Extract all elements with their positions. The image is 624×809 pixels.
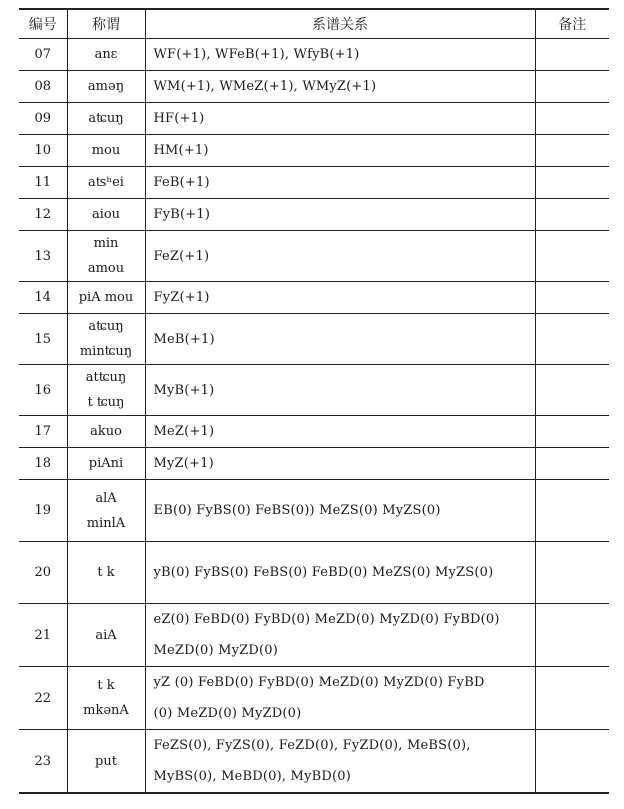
kin-term-cell (67, 448, 145, 480)
row-number: 21 (19, 604, 67, 667)
kin-term-cell (67, 416, 145, 448)
table-row (19, 167, 609, 199)
row-number: 09 (19, 103, 67, 135)
row-number: 18 (19, 448, 67, 480)
genealogical-relation-cell (145, 448, 535, 480)
row-number: 22 (19, 667, 67, 730)
header-relation: 系谱关系 (145, 9, 535, 39)
kin-term-cell (67, 604, 145, 667)
table-row (19, 667, 609, 730)
relation-text: (0) MeZD(0) MyZD(0) (153, 706, 302, 721)
kin-term-cell (67, 71, 145, 103)
relation-text: FeB(+1) (153, 175, 210, 190)
header-term: 称谓 (67, 9, 145, 39)
relation-text: MeB(+1) (153, 331, 215, 347)
kin-term-cell (67, 39, 145, 71)
note-cell (535, 730, 609, 794)
row-number: 08 (19, 71, 67, 103)
kin-term-cell (67, 199, 145, 231)
table-row (19, 604, 609, 667)
genealogical-relation-cell (145, 542, 535, 604)
table-row (19, 39, 609, 71)
kin-term-cell (67, 314, 145, 365)
genealogical-relation-cell (145, 604, 535, 667)
note-cell (535, 604, 609, 667)
genealogical-relation-cell (145, 365, 535, 416)
table-row (19, 416, 609, 448)
kin-term-cell (67, 480, 145, 542)
row-number: 20 (19, 542, 67, 604)
kin-term-cell (67, 542, 145, 604)
note-cell (535, 39, 609, 71)
table-row (19, 135, 609, 167)
genealogical-relation-cell (145, 416, 535, 448)
note-cell (535, 167, 609, 199)
note-cell (535, 71, 609, 103)
genealogical-relation-cell (145, 71, 535, 103)
row-number: 14 (19, 282, 67, 314)
kin-term: aʦʰei (88, 175, 124, 190)
kin-term: put (95, 753, 117, 769)
relation-text: MeZ(+1) (153, 424, 215, 439)
kin-term: minʨuŋ (79, 344, 133, 359)
row-number: 16 (19, 365, 67, 416)
kin-term: aʨuŋ (88, 111, 124, 126)
genealogical-relation-cell (145, 103, 535, 135)
table-row (19, 542, 609, 604)
kin-term: alA (95, 490, 117, 506)
genealogical-relation-cell (145, 480, 535, 542)
relation-text: HM(+1) (153, 143, 209, 158)
note-cell (535, 667, 609, 730)
table-row (19, 365, 609, 416)
relation-text: HF(+1) (153, 111, 205, 126)
genealogical-relation-cell (145, 314, 535, 365)
kin-term-cell (67, 667, 145, 730)
table-row (19, 282, 609, 314)
kin-term: aməŋ (87, 79, 125, 94)
row-number: 19 (19, 480, 67, 542)
relation-text: FyZ(+1) (153, 290, 210, 305)
note-cell (535, 480, 609, 542)
row-number: 12 (19, 199, 67, 231)
genealogical-relation-cell (145, 135, 535, 167)
kin-term: mou (91, 143, 121, 158)
kin-term: piA mou (78, 290, 134, 305)
header-row (19, 9, 609, 39)
table-row (19, 314, 609, 365)
kin-term-cell (67, 365, 145, 416)
kin-term: t k (97, 565, 115, 580)
genealogical-relation-cell (145, 199, 535, 231)
header-note: 备注 (535, 9, 609, 39)
kin-term-cell (67, 103, 145, 135)
row-number: 17 (19, 416, 67, 448)
genealogical-relation-cell (145, 167, 535, 199)
kin-term: anɛ (94, 47, 118, 62)
kin-term: atʨuŋ (85, 370, 127, 385)
row-number: 10 (19, 135, 67, 167)
kin-term: akuo (90, 424, 122, 439)
note-cell (535, 542, 609, 604)
table-row (19, 480, 609, 542)
table-row (19, 71, 609, 103)
relation-text: MyBS(0), MeBD(0), MyBD(0) (153, 769, 351, 784)
kinship-term-table (19, 8, 609, 794)
kin-term-cell (67, 282, 145, 314)
kin-term-cell (67, 231, 145, 282)
note-cell (535, 199, 609, 231)
kin-term: mkənA (83, 703, 129, 718)
relation-text: FeZ(+1) (153, 248, 210, 264)
table-row (19, 730, 609, 794)
header-number: 编号 (19, 9, 67, 39)
relation-text: FeZS(0), FyZS(0), FeZD(0), FyZD(0), MeBS(0), (153, 738, 471, 753)
relation-text: MyZ(+1) (153, 456, 214, 471)
kin-term: t k (97, 678, 115, 693)
relation-text: EB(0) FyBS(0) FeBS(0)) MeZS(0) MyZS(0) (153, 503, 441, 518)
kin-term: minlA (86, 515, 126, 531)
kin-term: t ʨuŋ (87, 395, 125, 410)
relation-text: MyB(+1) (153, 382, 215, 398)
row-number: 23 (19, 730, 67, 794)
row-number: 13 (19, 231, 67, 282)
note-cell (535, 448, 609, 480)
kin-term: aiA (95, 627, 117, 643)
row-number: 11 (19, 167, 67, 199)
genealogical-relation-cell (145, 730, 535, 794)
note-cell (535, 103, 609, 135)
genealogical-relation-cell (145, 667, 535, 730)
note-cell (535, 282, 609, 314)
row-number: 07 (19, 39, 67, 71)
note-cell (535, 416, 609, 448)
relation-text: WM(+1), WMeZ(+1), WMyZ(+1) (153, 79, 377, 94)
relation-text: WF(+1), WFeB(+1), WfyB(+1) (153, 47, 360, 62)
table-body (19, 39, 609, 794)
note-cell (535, 135, 609, 167)
kin-term: aiou (91, 207, 121, 222)
kin-term-cell (67, 167, 145, 199)
relation-text: yB(0) FyBS(0) FeBS(0) FeBD(0) MeZS(0) MyZS(0) (153, 565, 494, 580)
note-cell (535, 314, 609, 365)
row-number: 15 (19, 314, 67, 365)
relation-text: yZ (0) FeBD(0) FyBD(0) MeZD(0) MyZD(0) FyBD (153, 675, 485, 690)
kin-term-cell (67, 135, 145, 167)
table-row (19, 103, 609, 135)
genealogical-relation-cell (145, 39, 535, 71)
table-row (19, 199, 609, 231)
genealogical-relation-cell (145, 231, 535, 282)
note-cell (535, 365, 609, 416)
relation-text: eZ(0) FeBD(0) FyBD(0) MeZD(0) MyZD(0) FyBD(0) (153, 612, 500, 627)
table-row (19, 231, 609, 282)
table-row (19, 448, 609, 480)
genealogical-relation-cell (145, 282, 535, 314)
kin-term-cell (67, 730, 145, 794)
relation-text: FyB(+1) (153, 207, 211, 222)
kin-term: aʨuŋ (88, 319, 124, 334)
note-cell (535, 231, 609, 282)
kin-term: piAni (88, 456, 124, 471)
relation-text: MeZD(0) MyZD(0) (153, 643, 279, 658)
kin-term: min amou (87, 236, 125, 276)
